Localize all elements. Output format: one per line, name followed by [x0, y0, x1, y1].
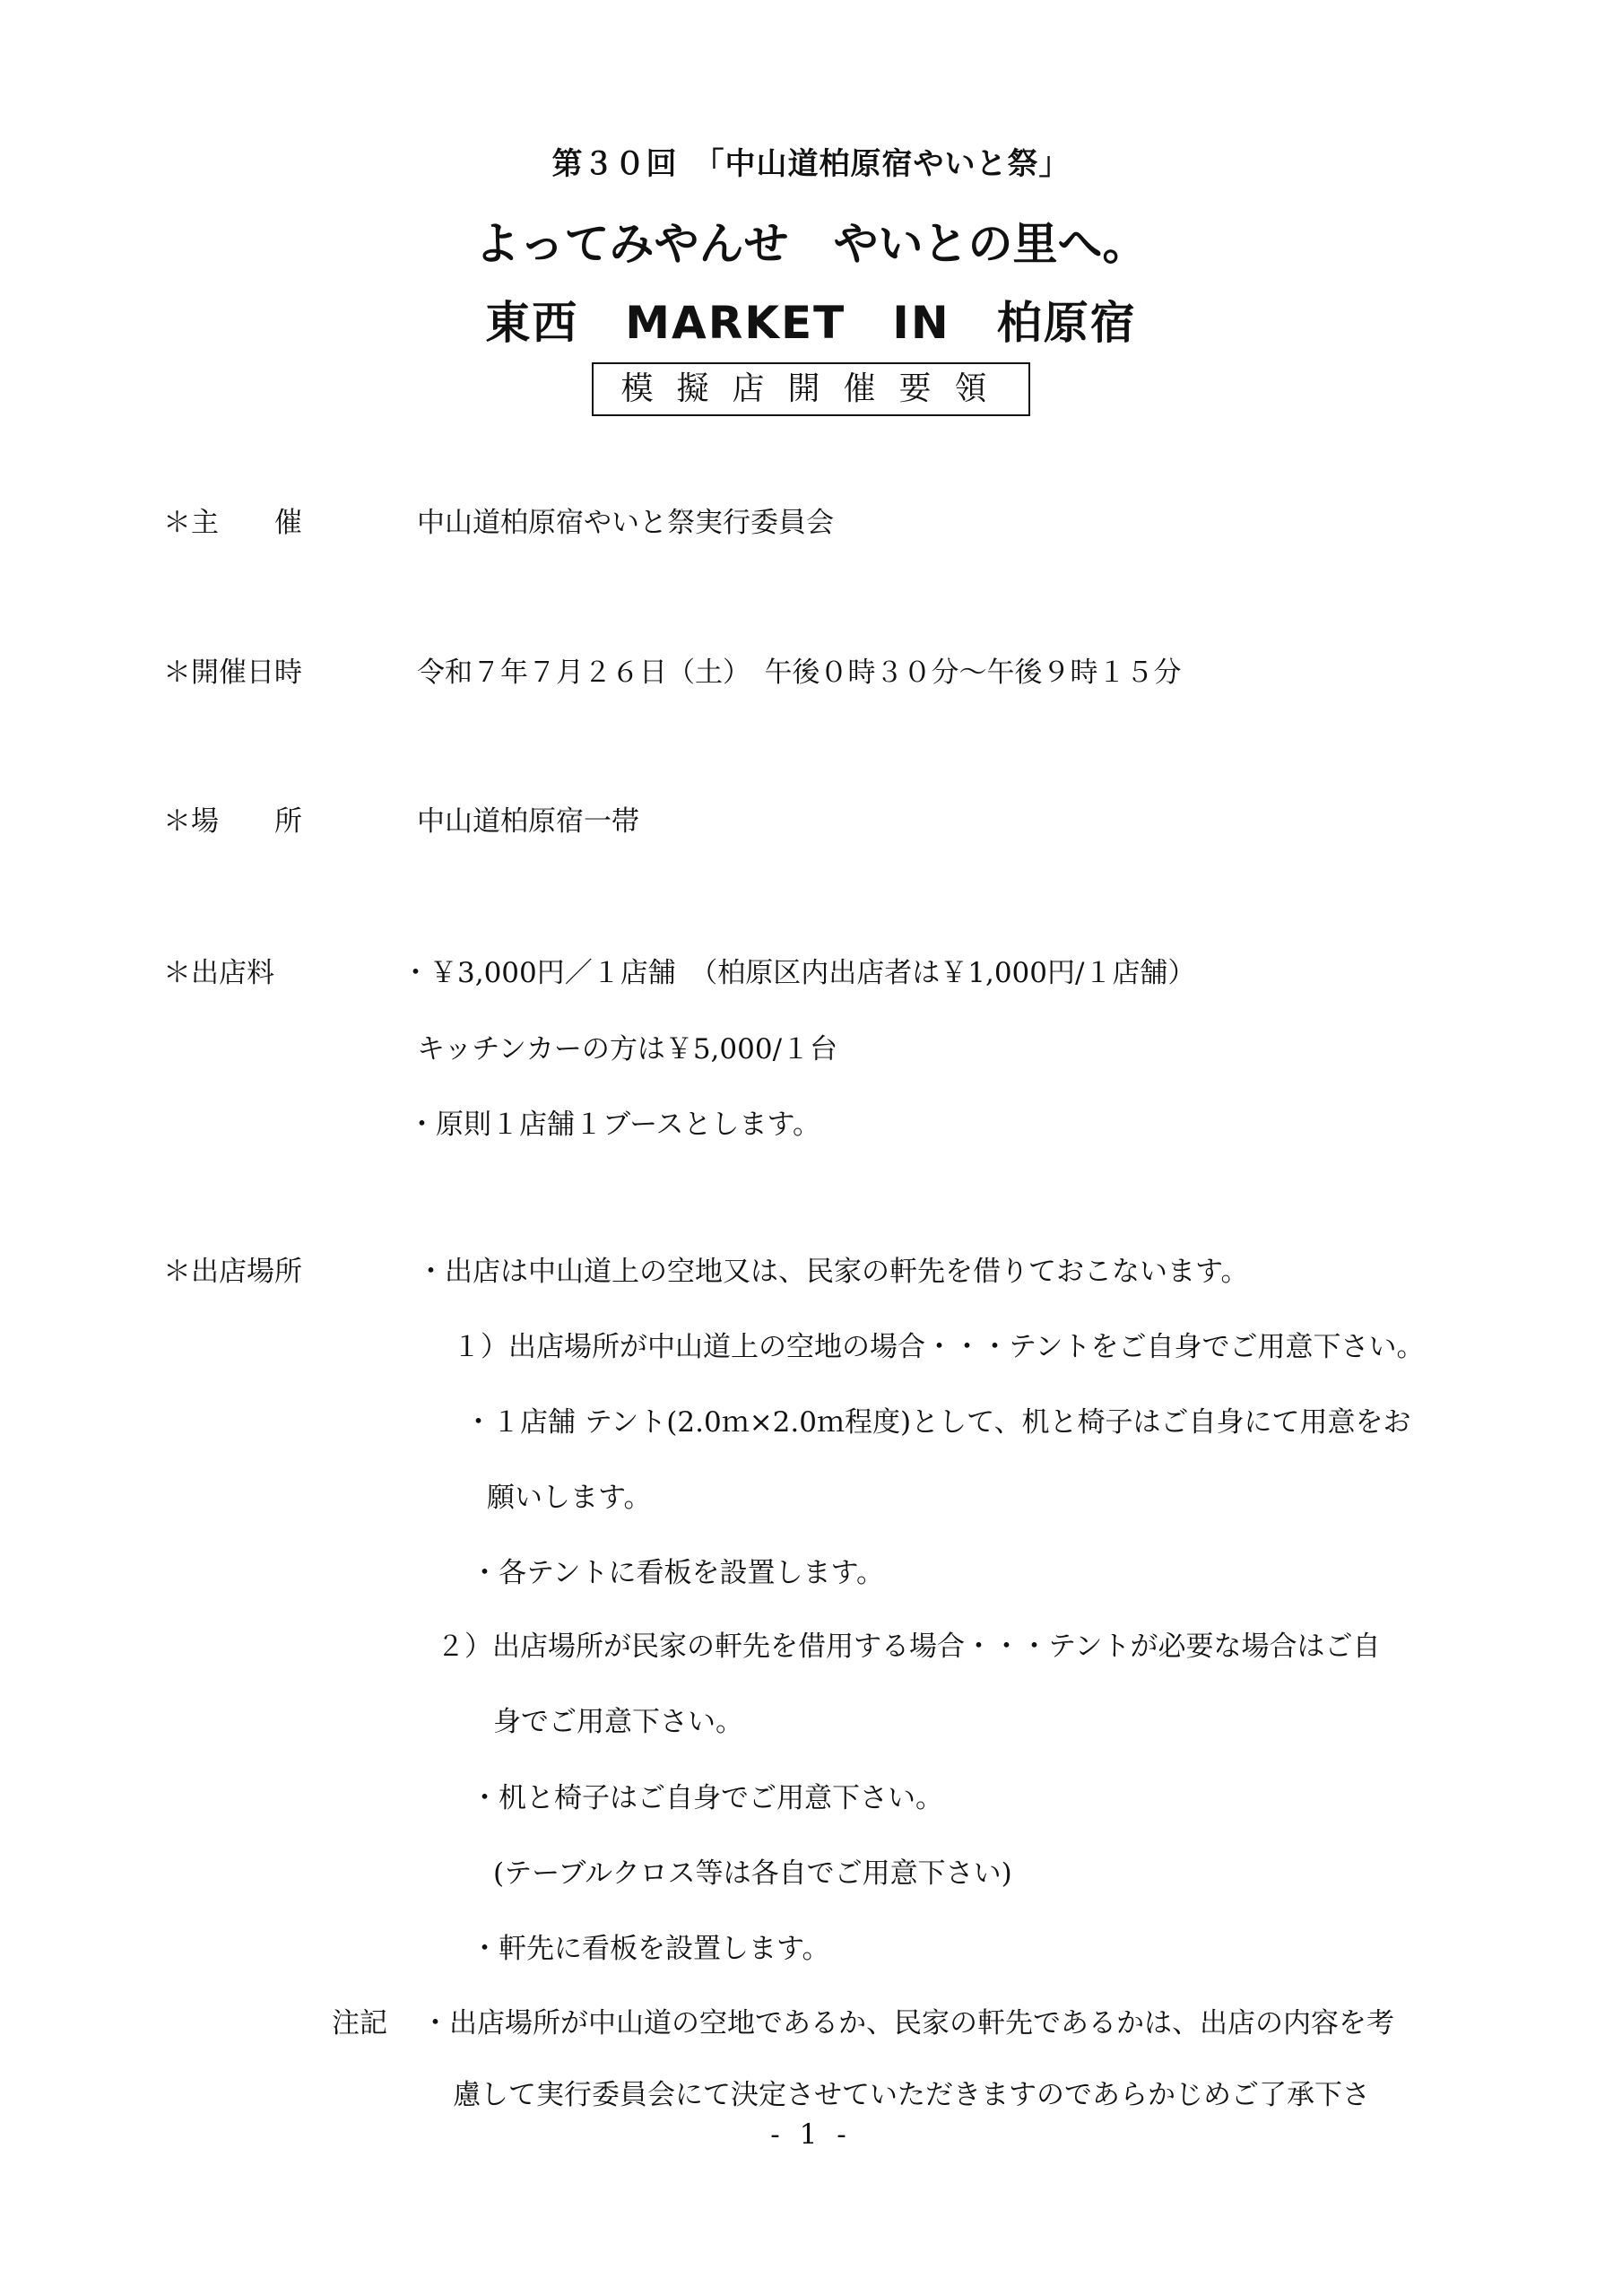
location-line-1: ・出店は中山道上の空地又は、民家の軒先を借りておこないます。	[417, 1256, 1249, 1288]
fee-line-1: ・￥3,000円／１店舗 （柏原区内出店者は￥1,000円/１店舗）	[402, 957, 1196, 989]
date-value: 令和７年７月２６日（土） 午後０時３０分～午後９時１５分	[417, 657, 1182, 689]
location-line-9: (テーブルクロス等は各自でご用意下さい)	[493, 1857, 1012, 1890]
location-line-7: 身でご用意下さい。	[493, 1706, 743, 1738]
place-value: 中山道柏原宿一帯	[417, 805, 639, 838]
fee-line-3: ・原則１店舗１ブースとします。	[408, 1109, 821, 1141]
note-line-1: ・出店場所が中山道の空地であるか、民家の軒先であるかは、出店の内容を考	[421, 2007, 1394, 2039]
note-line-2: 慮して実行委員会にて決定させていただきますのであらかじめご了承下さ	[453, 2079, 1370, 2111]
date-label: ＊開催日時	[163, 657, 302, 689]
location-line-5: ・各テントに看板を設置します。	[471, 1557, 884, 1589]
place-label: ＊場 所	[163, 805, 302, 838]
location-line-8: ・机と椅子はご自身でご用意下さい。	[471, 1782, 943, 1814]
location-label: ＊出店場所	[163, 1256, 302, 1288]
organizer-label: ＊主 催	[163, 507, 302, 539]
event-slogan: よってみやんせ やいとの里へ。	[474, 218, 1148, 270]
fee-label: ＊出店料	[163, 957, 274, 989]
market-title: 東西 MARKET IN 柏原宿	[485, 297, 1137, 349]
location-line-10: ・軒先に看板を設置します。	[471, 1933, 830, 1965]
location-line-4: 願いします。	[487, 1482, 652, 1514]
boxed-document-title: 模擬店開催要領	[592, 362, 1029, 416]
boxed-title-wrapper	[0, 362, 1622, 416]
note-label: 注記	[332, 2007, 387, 2039]
fee-line-2: キッチンカーの方は￥5,000/１台	[417, 1033, 838, 1065]
location-line-6: ２）出店場所が民家の軒先を借用する場合・・・テントが必要な場合はご自	[437, 1631, 1381, 1663]
organizer-value: 中山道柏原宿やいと祭実行委員会	[417, 507, 834, 539]
event-edition-title: 第３０回 「中山道柏原宿やいと祭」	[551, 146, 1071, 182]
location-line-3: ・１店舗 テント(2.0ｍ×2.0ｍ程度)として、机と椅子はご自身にて用意をお	[464, 1406, 1411, 1439]
location-line-2: １）出店場所が中山道上の空地の場合・・・テントをご自身でご用意下さい。	[453, 1331, 1425, 1363]
page-number: - 1 -	[770, 2118, 852, 2151]
